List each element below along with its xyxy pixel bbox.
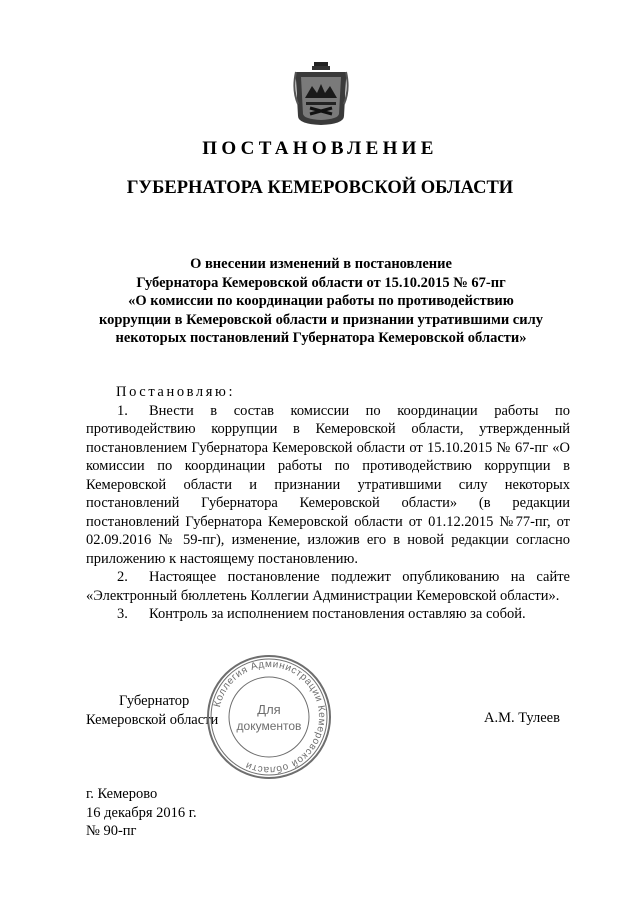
stamp-center-line: документов [236,719,302,733]
clause-number: 1. [117,402,128,419]
title-line: «О комиссии по координации работы по противодействию [128,293,514,309]
issue-date: 16 декабря 2016 г. [86,804,197,821]
issue-place: г. Кемерово [86,786,158,802]
preamble: Постановляю: [116,384,236,400]
clause-number: 2. [117,569,128,585]
document-title [40,255,602,348]
clause-3 [86,605,570,624]
title-line: коррупции в Кемеровской области и признании утратившими силу [99,311,543,328]
stamp-ring-text: Коллегия Администрации Кемеровской области [212,658,328,776]
title-line: О внесении изменений в постановление [190,256,452,272]
clause-2 [86,568,570,605]
document-body [86,383,570,624]
signatory-name: А.М. Тулеев [484,710,560,726]
document-number: № 90-пг [86,823,137,839]
clause-text: Внести в состав комиссии по координации работы по противодействию коррупции в Кемеровской области, утвержденный постановлением Губернатора Кемеровской области от 15.10.2015 № 67-пг «О комиссии по координации работы по противодействию коррупции в Кемеровской области и признании утратившими силу некоторых постановлений Губернатора Кемеровской области» (в редакции постановлений Губернатора Кемеровской области от 01.12.2015 №77-пг, от 02.09.2016 № 59-пг), изменение, изложив его в новой редакции согласно приложению к настоящему постановлению. [86,402,570,567]
clause-number: 3. [117,606,128,622]
clause-1 [86,402,570,569]
official-stamp [204,652,334,782]
document-type-heading: ПОСТАНОВЛЕНИЕ [202,138,438,159]
position-line: Губернатор [119,693,190,709]
document-footer [86,785,197,841]
clause-text: Настоящее постановление подлежит опубликованию на сайте «Электронный бюллетень Коллегии Администрации Кемеровской области». [86,569,570,604]
stamp-center-line: Для [257,702,281,717]
signatory-position [86,692,218,729]
title-line: некоторых постановлений Губернатора Кемеровской области» [115,330,527,346]
kemerovo-coat-of-arms-icon [292,60,350,126]
title-line: Губернатора Кемеровской области от 15.10.2015 № 67-пг [136,274,506,291]
position-line: Кемеровской области [86,711,219,728]
clause-text: Контроль за исполнением постановления оставляю за собой. [149,606,526,622]
issuing-authority: ГУБЕРНАТОРА КЕМЕРОВСКОЙ ОБЛАСТИ [126,178,514,198]
